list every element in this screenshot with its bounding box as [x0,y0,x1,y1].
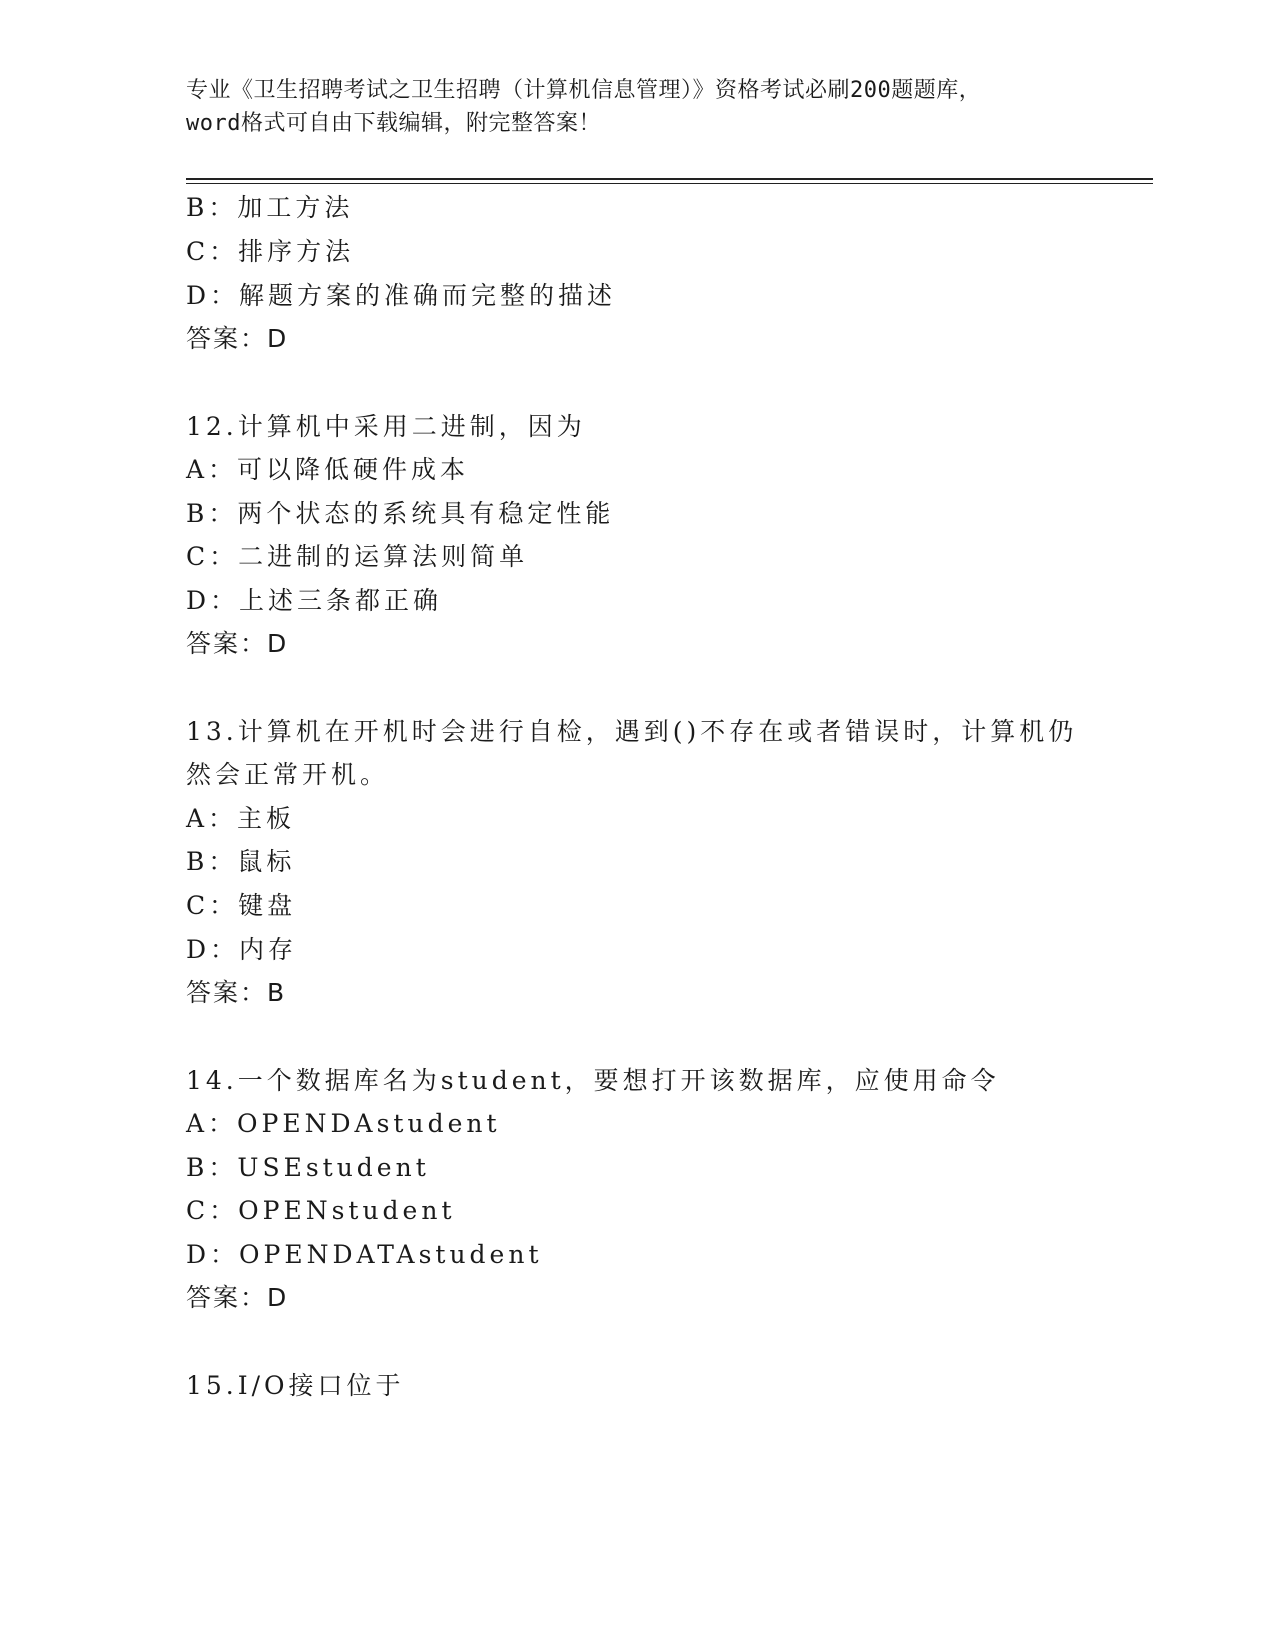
q12-stem: 12.计算机中采用二进制，因为 [186,412,586,441]
document-header [186,74,1086,140]
q13-option-d: D：内存 [186,935,298,964]
q13-option-c: C：键盘 [186,891,297,920]
q14-option-c: C：OPENstudent [186,1196,456,1225]
q14-option-a: A：OPENDAstudent [186,1109,501,1138]
q11-option-d: D：解题方案的准确而完整的描述 [186,281,617,310]
q12-option-b: B：两个状态的系统具有稳定性能 [186,499,615,528]
q13-answer: 答案：B [186,978,287,1007]
q12-answer: 答案：D [186,629,289,658]
header-divider-thick [186,178,1153,180]
q11-answer: 答案：D [186,324,289,353]
q13-stem-line-1: 13.计算机在开机时会进行自检，遇到()不存在或者错误时，计算机仍 [186,717,1078,746]
header-line-2: word格式可自由下载编辑，附完整答案！ [186,111,601,136]
q12-option-d: D：上述三条都正确 [186,586,443,615]
q14-answer: 答案：D [186,1283,289,1312]
q14-stem: 14.一个数据库名为student，要想打开该数据库，应使用命令 [186,1066,1000,1095]
q12-option-c: C：二进制的运算法则简单 [186,542,529,571]
header-divider-thin [186,183,1153,184]
q12-option-a: A：可以降低硬件成本 [186,455,470,484]
q14-option-b: B：USEstudent [186,1153,430,1182]
q14-option-d: D：OPENDATAstudent [186,1240,543,1269]
q11-option-c: C：排序方法 [186,237,355,266]
q15-stem: 15.I/O接口位于 [186,1371,405,1400]
q13-stem-line-2: 然会正常开机。 [186,760,390,789]
q13-option-b: B：鼠标 [186,847,296,876]
q13-option-a: A：主板 [186,804,296,833]
q11-option-b: B：加工方法 [186,193,354,222]
header-line-1: 专业《卫生招聘考试之卫生招聘（计算机信息管理）》资格考试必刷200题题库， [186,78,982,103]
